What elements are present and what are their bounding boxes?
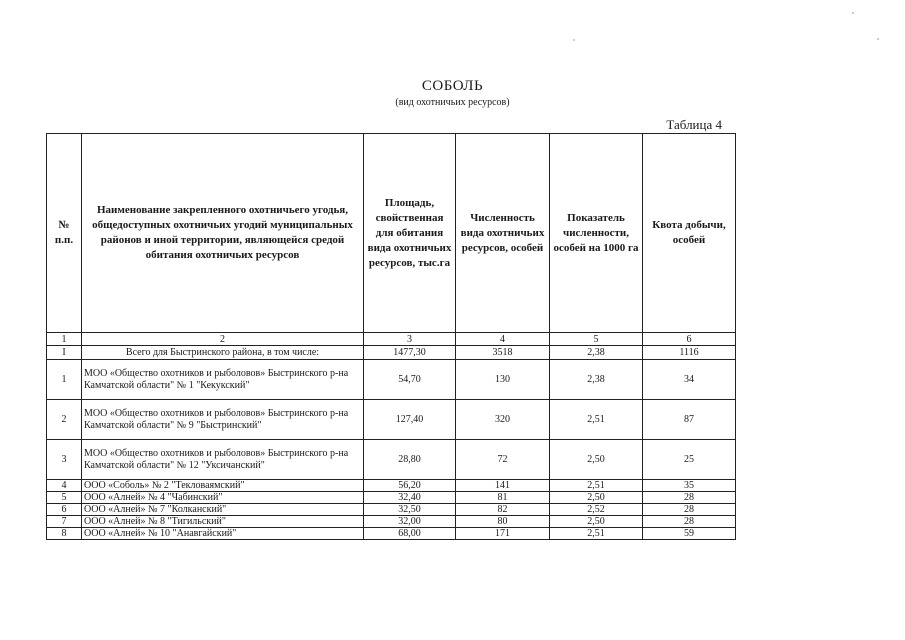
row-index: 2 xyxy=(47,400,82,440)
row-name: ООО «Алней» № 10 "Анавгайский" xyxy=(82,528,364,540)
document-title: СОБОЛЬ xyxy=(421,78,484,94)
row-count: 130 xyxy=(456,360,550,400)
row-density: 2,50 xyxy=(550,492,643,504)
row-density: 2,38 xyxy=(550,360,643,400)
row-name: ООО «Алней» № 8 "Тигильский" xyxy=(82,516,364,528)
header-name: Наименование закрепленного охотничьего угодья, общедоступных охотничьих угодий муниципальных районов и иной территории, являющейся средой обитания охотничьих ресурсов xyxy=(82,134,364,333)
header-row xyxy=(47,134,736,333)
row-count: 81 xyxy=(456,492,550,504)
column-number: 3 xyxy=(364,333,456,346)
header-count: Численность вида охотничьих ресурсов, особей xyxy=(456,134,550,333)
row-density: 2,51 xyxy=(550,528,643,540)
row-area: 127,40 xyxy=(364,400,456,440)
scan-speck xyxy=(573,39,575,41)
row-quota: 35 xyxy=(643,480,736,492)
row-area: 54,70 xyxy=(364,360,456,400)
row-density: 2,51 xyxy=(550,400,643,440)
row-quota: 28 xyxy=(643,516,736,528)
table-row xyxy=(47,516,736,528)
row-area: 28,80 xyxy=(364,440,456,480)
row-density: 2,51 xyxy=(550,480,643,492)
row-index: 1 xyxy=(47,360,82,400)
row-count: 171 xyxy=(456,528,550,540)
total-name: Всего для Быстринского района, в том числе: xyxy=(82,346,364,360)
table-label: Таблица 4 xyxy=(666,117,722,132)
total-row xyxy=(47,346,736,360)
row-index: 3 xyxy=(47,440,82,480)
header-quota: Квота добычи, особей xyxy=(643,134,736,333)
table-row xyxy=(47,440,736,480)
row-count: 72 xyxy=(456,440,550,480)
column-number: 1 xyxy=(47,333,82,346)
column-number: 6 xyxy=(643,333,736,346)
row-name: ООО «Алней» № 7 "Колканский" xyxy=(82,504,364,516)
table-row xyxy=(47,504,736,516)
quota-table xyxy=(46,133,736,540)
header-density: Показатель численности, особей на 1000 га xyxy=(550,134,643,333)
row-density: 2,50 xyxy=(550,440,643,480)
table-row xyxy=(47,360,736,400)
table-row xyxy=(47,400,736,440)
scan-speck xyxy=(877,38,879,40)
row-quota: 87 xyxy=(643,400,736,440)
row-area: 32,50 xyxy=(364,504,456,516)
row-index: 7 xyxy=(47,516,82,528)
document-subtitle: (вид охотничьих ресурсов) xyxy=(395,97,510,108)
table-row xyxy=(47,492,736,504)
row-area: 32,00 xyxy=(364,516,456,528)
row-area: 32,40 xyxy=(364,492,456,504)
row-area: 68,00 xyxy=(364,528,456,540)
row-count: 320 xyxy=(456,400,550,440)
row-name: МОО «Общество охотников и рыболовов» Быстринского р-на Камчатской области" № 12 "Уксичанский" xyxy=(82,440,364,480)
row-index: 8 xyxy=(47,528,82,540)
row-density: 2,50 xyxy=(550,516,643,528)
column-number-row xyxy=(47,333,736,346)
total-density: 2,38 xyxy=(550,346,643,360)
row-quota: 28 xyxy=(643,492,736,504)
row-name: МОО «Общество охотников и рыболовов» Быстринского р-на Камчатской области" № 9 "Быстринский" xyxy=(82,400,364,440)
row-density: 2,52 xyxy=(550,504,643,516)
row-count: 82 xyxy=(456,504,550,516)
header-area: Площадь, свойственная для обитания вида охотничьих ресурсов, тыс.га xyxy=(364,134,456,333)
row-name: ООО «Соболь» № 2 "Текловаямский" xyxy=(82,480,364,492)
row-area: 56,20 xyxy=(364,480,456,492)
row-count: 80 xyxy=(456,516,550,528)
table-row xyxy=(47,480,736,492)
row-quota: 28 xyxy=(643,504,736,516)
row-quota: 34 xyxy=(643,360,736,400)
total-count: 3518 xyxy=(456,346,550,360)
total-quota: 1116 xyxy=(643,346,736,360)
total-index: I xyxy=(47,346,82,360)
header-num: № п.п. xyxy=(47,134,82,333)
row-index: 5 xyxy=(47,492,82,504)
row-name: ООО «Алней» № 4 "Чабинский" xyxy=(82,492,364,504)
total-area: 1477,30 xyxy=(364,346,456,360)
row-name: МОО «Общество охотников и рыболовов» Быстринского р-на Камчатской области" № 1 "Кекукский" xyxy=(82,360,364,400)
row-index: 4 xyxy=(47,480,82,492)
column-number: 4 xyxy=(456,333,550,346)
scan-speck xyxy=(852,12,854,14)
column-number: 5 xyxy=(550,333,643,346)
row-index: 6 xyxy=(47,504,82,516)
row-count: 141 xyxy=(456,480,550,492)
row-quota: 59 xyxy=(643,528,736,540)
column-number: 2 xyxy=(82,333,364,346)
row-quota: 25 xyxy=(643,440,736,480)
table-row xyxy=(47,528,736,540)
